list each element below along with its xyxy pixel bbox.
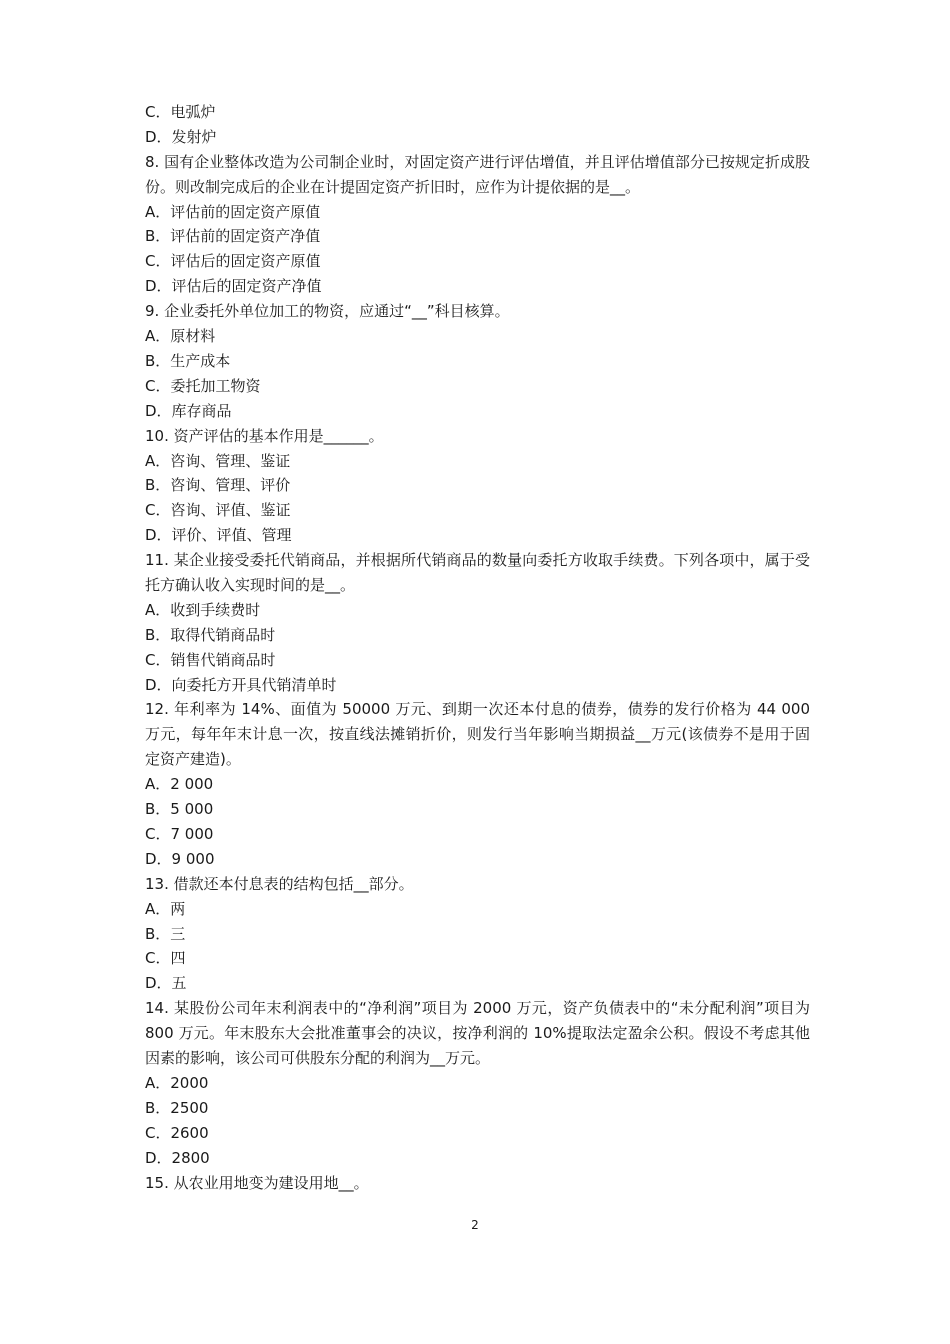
question-stem: 12. 年利率为 14%、面值为 50000 万元、到期一次还本付息的债券，债券的发行价格为 44 000 万元，每年年末计息一次，按直线法摊销折价，则发行当年影响当期损益__万元(该债券不是用于固定资产建造)。 [145, 700, 810, 769]
question-12 [145, 697, 810, 871]
question-14 [145, 996, 810, 1170]
option-b: B．2500 [145, 1098, 209, 1117]
question-stem: 9. 企业委托外单位加工的物资，应通过“__”科目核算。 [145, 302, 510, 321]
question-stem: 8. 国有企业整体改造为公司制企业时，对固定资产进行评估增值，并且评估增值部分已按规定折成股份。则改制完成后的企业在计提固定资产折旧时，应作为计提依据的是__。 [145, 152, 810, 196]
option-c: C．7 000 [145, 824, 214, 843]
option-a: A．咨询、管理、鉴证 [145, 451, 291, 470]
option-a: A．原材料 [145, 327, 216, 346]
option-d: D．评价、评值、管理 [145, 526, 292, 545]
question-11 [145, 548, 810, 697]
option-c: C．评估后的固定资产原值 [145, 252, 321, 271]
option-d: D．五 [145, 974, 187, 993]
option-c: C．2600 [145, 1123, 209, 1142]
option-c: C．四 [145, 949, 186, 968]
option-c: C．委托加工物资 [145, 376, 261, 395]
option-b: B．5 000 [145, 800, 214, 819]
question-15 [145, 1171, 810, 1196]
page-number: 2 [471, 1218, 479, 1232]
option-a: A．评估前的固定资产原值 [145, 202, 321, 221]
option-d: D．向委托方开具代销清单时 [145, 675, 337, 694]
option-b: B．评估前的固定资产净值 [145, 227, 321, 246]
question-7-continued [145, 100, 810, 150]
option-c: C．销售代销商品时 [145, 650, 276, 669]
option-d: D．9 000 [145, 849, 215, 868]
option-d: D．库存商品 [145, 401, 232, 420]
option-a: A．2 000 [145, 775, 214, 794]
option-d: D．2800 [145, 1148, 210, 1167]
option-d: D．发射炉 [145, 127, 217, 146]
option-b: B．咨询、管理、评价 [145, 476, 291, 495]
question-stem: 10. 资产评估的基本作用是______。 [145, 426, 384, 445]
page-content [145, 100, 810, 1195]
question-8 [145, 150, 810, 299]
question-stem: 13. 借款还本付息表的结构包括__部分。 [145, 874, 414, 893]
option-b: B．三 [145, 924, 186, 943]
option-a: A．2000 [145, 1073, 209, 1092]
question-stem: 14. 某股份公司年末利润表中的“净利润”项目为 2000 万元，资产负债表中的“未分配利润”项目为 800 万元。年末股东大会批准董事会的决议，按净利润的 10%提取法定盈余公积。假设不考虑其他因素的影响，该公司可供股东分配的利润为__万元。 [145, 999, 810, 1068]
question-10 [145, 424, 810, 548]
option-a: A．两 [145, 899, 186, 918]
question-13 [145, 872, 810, 996]
option-b: B．生产成本 [145, 351, 231, 370]
option-c: C．咨询、评值、鉴证 [145, 501, 291, 520]
question-stem: 11. 某企业接受委托代销商品，并根据所代销商品的数量向委托方收取手续费。下列各项中，属于受托方确认收入实现时间的是__。 [145, 551, 810, 594]
question-9 [145, 299, 810, 423]
option-b: B．取得代销商品时 [145, 625, 276, 644]
option-d: D．评估后的固定资产净值 [145, 277, 322, 296]
question-stem: 15. 从农业用地变为建设用地__。 [145, 1173, 369, 1192]
option-c: C．电弧炉 [145, 103, 216, 121]
option-a: A．收到手续费时 [145, 600, 261, 619]
